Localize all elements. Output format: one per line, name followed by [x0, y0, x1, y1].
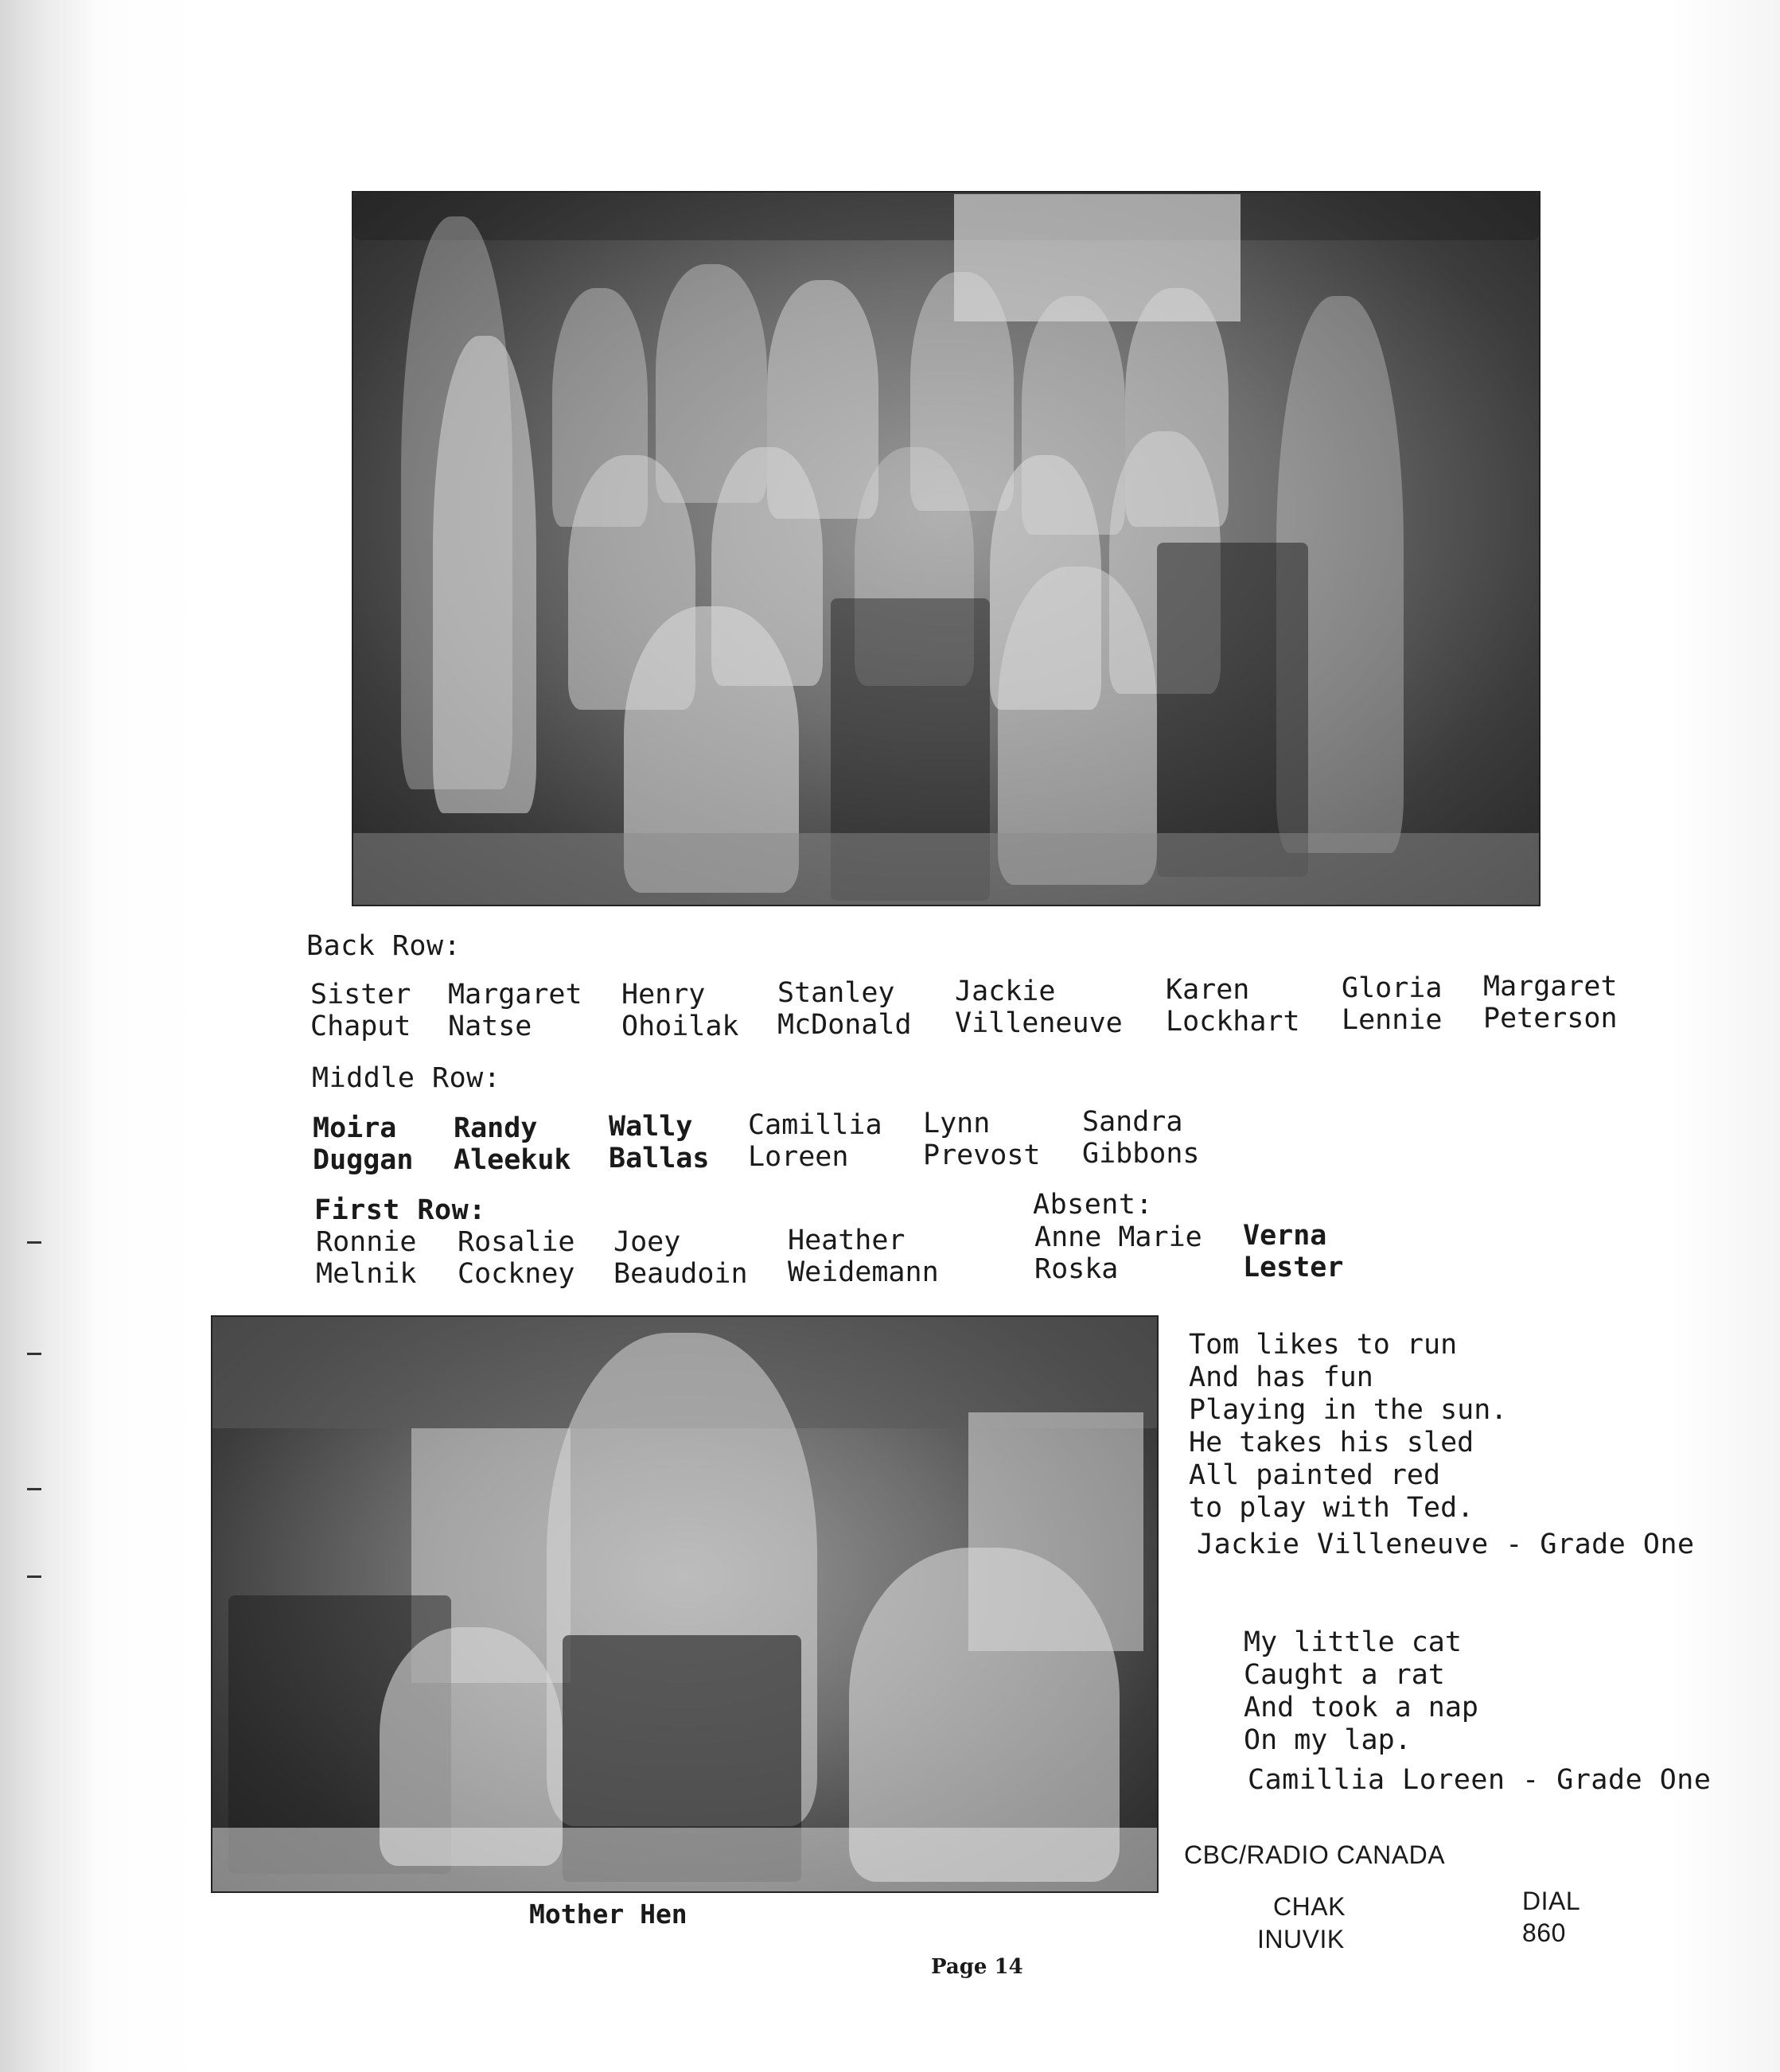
back-row-name: Sister Chaput [310, 979, 411, 1042]
back-row-name: Karen Lockhart [1166, 974, 1300, 1038]
photo-caption: Mother Hen [529, 1899, 687, 1930]
middle-row-heading: Middle Row: [312, 1062, 501, 1094]
margin-mark [27, 1488, 41, 1490]
first-row-name: Ronnie Melnik [316, 1226, 417, 1290]
poem-line: Caught a rat [1244, 1659, 1445, 1691]
radio-station-name: CBC/RADIO CANADA [1184, 1840, 1446, 1869]
poem-line: to play with Ted. [1189, 1492, 1474, 1524]
back-row-name: Margaret Peterson [1483, 971, 1618, 1034]
poem-cat-author: Camillia Loreen - Grade One [1248, 1764, 1712, 1796]
poem-tom-author: Jackie Villeneuve - Grade One [1197, 1529, 1695, 1560]
middle-row-name: Wally Ballas [609, 1111, 710, 1174]
back-row-name: Henry Ohoilak [621, 979, 739, 1042]
middle-row-name: Sandra Gibbons [1082, 1106, 1200, 1170]
back-row-heading: Back Row: [306, 930, 462, 962]
back-row-name: Stanley McDonald [777, 977, 912, 1041]
poem-cat [1244, 1626, 1478, 1757]
first-row-name: Joey Beaudoin [613, 1226, 748, 1290]
poem-line: And has fun [1189, 1361, 1373, 1393]
middle-row-name: Lynn Prevost [923, 1108, 1041, 1171]
poem-line: Playing in the sun. [1189, 1394, 1508, 1426]
absent-heading: Absent: [1033, 1189, 1154, 1221]
middle-row-name: Randy Aleekuk [454, 1112, 571, 1176]
radio-call-sign: CHAK [1273, 1892, 1346, 1921]
poem-line: My little cat [1244, 1626, 1462, 1658]
poem-line: And took a nap [1244, 1692, 1479, 1723]
first-row-name: Rosalie Cockney [458, 1226, 575, 1290]
absent-name: Anne Marie Roska [1034, 1221, 1202, 1285]
margin-mark [27, 1241, 41, 1244]
poem-line: On my lap. [1244, 1724, 1412, 1756]
page-number: Page 14 [931, 1955, 1023, 1979]
poem-line: Tom likes to run [1189, 1329, 1458, 1361]
back-row-name: Gloria Lennie [1342, 972, 1443, 1036]
radio-dial-number: 860 [1522, 1918, 1566, 1947]
margin-mark [27, 1353, 41, 1355]
poem-tom [1189, 1329, 1507, 1525]
poem-line: He takes his sled [1189, 1427, 1474, 1459]
poem-line: All painted red [1189, 1459, 1441, 1491]
binding-edge [0, 0, 95, 2072]
teacher-with-students-photo [211, 1315, 1159, 1893]
middle-row-name: Camillia Loreen [748, 1109, 882, 1173]
class-group-photo [352, 191, 1540, 906]
middle-row-name: Moira Duggan [313, 1112, 414, 1176]
first-row-name: Heather Weidemann [788, 1225, 939, 1288]
absent-name: Verna Lester [1243, 1220, 1344, 1283]
back-row-name: Margaret Natse [448, 979, 582, 1042]
margin-mark [27, 1575, 41, 1578]
radio-city: INUVIK [1257, 1925, 1345, 1953]
radio-dial-label: DIAL [1522, 1887, 1581, 1915]
first-row-heading: First Row: [314, 1194, 486, 1226]
back-row-name: Jackie Villeneuve [955, 976, 1123, 1039]
